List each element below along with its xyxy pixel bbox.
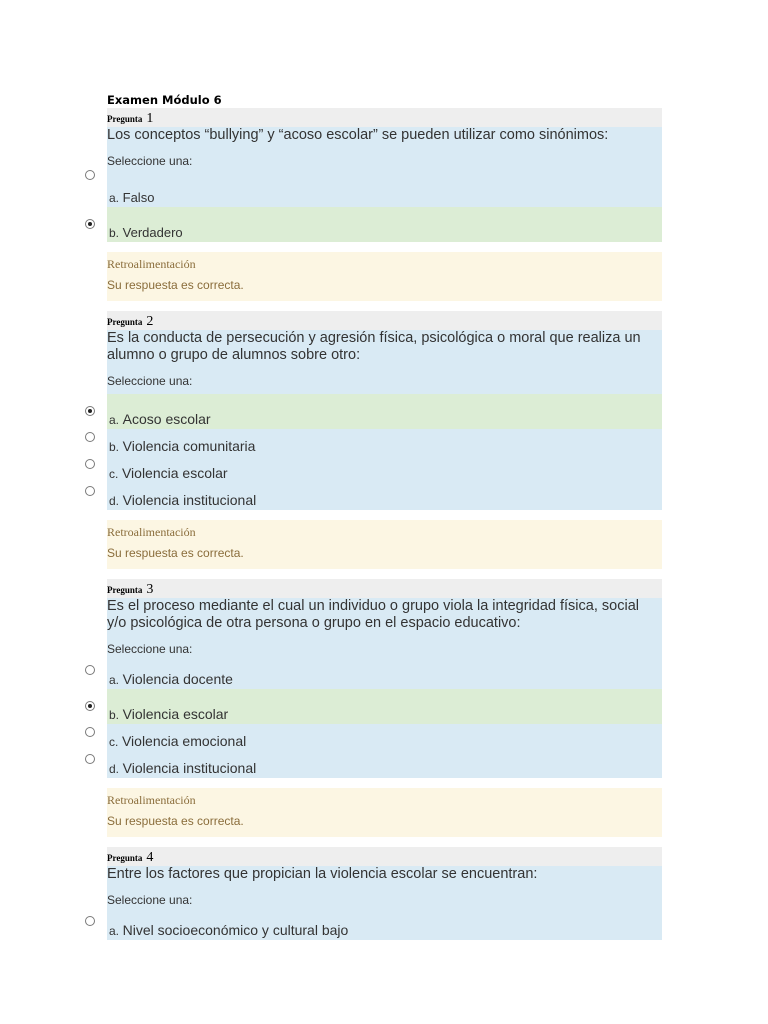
feedback-box [107, 520, 662, 569]
question-header [107, 579, 662, 598]
feedback-title: Retroalimentación [107, 257, 196, 271]
select-prompt: Seleccione una: [107, 642, 193, 656]
radio-button[interactable] [85, 727, 95, 737]
radio-button-selected[interactable] [85, 406, 95, 416]
option-a[interactable] [107, 174, 662, 207]
option-c[interactable] [107, 724, 662, 751]
select-prompt: Seleccione una: [107, 893, 193, 907]
exam-title: Examen Módulo 6 [107, 93, 222, 107]
option-d[interactable] [107, 483, 662, 510]
option-letter: a. [109, 924, 120, 938]
question-text: Entre los factores que propician la violencia escolar se encuentran: [107, 866, 538, 882]
question-body [107, 866, 662, 913]
question-header [107, 311, 662, 330]
option-c[interactable] [107, 456, 662, 483]
question-text: Es el proceso mediante el cual un individuo o grupo viola la integridad física, social y/o psicológica de otra persona o grupo en el espacio educativo: [107, 598, 639, 631]
question-text: Es la conducta de persecución y agresión física, psicológica o moral que realiza un alumno o grupo de alumnos sobre otro: [107, 330, 641, 363]
question-number: 3 [146, 582, 154, 597]
question-label: Pregunta [107, 853, 143, 863]
option-text: Violencia institucional [122, 760, 257, 776]
option-letter: b. [109, 440, 120, 454]
option-text: Falso [122, 190, 155, 205]
select-prompt: Seleccione una: [107, 374, 193, 388]
radio-button[interactable] [85, 486, 95, 496]
option-letter: b. [109, 226, 120, 240]
option-text: Nivel socioeconómico y cultural bajo [122, 922, 349, 938]
feedback-title: Retroalimentación [107, 793, 196, 807]
option-b[interactable] [107, 207, 662, 242]
question-3 [84, 579, 662, 837]
feedback-text: Su respuesta es correcta. [107, 814, 244, 828]
option-letter: d. [109, 762, 120, 776]
question-body [107, 330, 662, 394]
option-a[interactable] [107, 394, 662, 429]
question-number: 4 [146, 850, 154, 865]
option-text: Violencia institucional [122, 492, 257, 508]
question-1 [84, 108, 662, 301]
option-text: Violencia escolar [122, 706, 229, 722]
question-text: Los conceptos “bullying” y “acoso escolar” se pueden utilizar como sinónimos: [107, 127, 609, 143]
question-body [107, 127, 662, 174]
option-a[interactable] [107, 662, 662, 689]
option-letter: a. [109, 191, 120, 205]
question-label: Pregunta [107, 114, 143, 124]
question-label: Pregunta [107, 317, 143, 327]
question-2 [84, 311, 662, 569]
option-text: Violencia comunitaria [122, 438, 256, 454]
feedback-text: Su respuesta es correcta. [107, 546, 244, 560]
option-letter: c. [109, 735, 119, 749]
radio-button[interactable] [85, 916, 95, 926]
radio-button[interactable] [85, 754, 95, 764]
question-number: 1 [146, 111, 154, 126]
option-letter: c. [109, 467, 119, 481]
exam-page [84, 92, 662, 940]
radio-button-selected[interactable] [85, 701, 95, 711]
option-text: Violencia emocional [121, 733, 247, 749]
radio-button-selected[interactable] [85, 219, 95, 229]
option-b[interactable] [107, 689, 662, 724]
radio-button[interactable] [85, 459, 95, 469]
option-text: Verdadero [122, 225, 183, 240]
option-text: Violencia docente [122, 671, 233, 687]
feedback-box [107, 252, 662, 301]
feedback-title: Retroalimentación [107, 525, 196, 539]
option-letter: a. [109, 413, 120, 427]
question-label: Pregunta [107, 585, 143, 595]
option-text: Violencia escolar [121, 465, 228, 481]
option-letter: b. [109, 708, 120, 722]
question-header [107, 847, 662, 866]
option-d[interactable] [107, 751, 662, 778]
question-body [107, 598, 662, 662]
select-prompt: Seleccione una: [107, 154, 193, 168]
radio-button[interactable] [85, 170, 95, 180]
question-number: 2 [146, 314, 154, 329]
option-letter: a. [109, 673, 120, 687]
question-4 [84, 847, 662, 940]
radio-button[interactable] [85, 665, 95, 675]
option-b[interactable] [107, 429, 662, 456]
question-header [107, 108, 662, 127]
feedback-text: Su respuesta es correcta. [107, 278, 244, 292]
feedback-box [107, 788, 662, 837]
radio-button[interactable] [85, 432, 95, 442]
option-a[interactable] [107, 913, 662, 940]
option-text: Acoso escolar [122, 411, 211, 427]
option-letter: d. [109, 494, 120, 508]
